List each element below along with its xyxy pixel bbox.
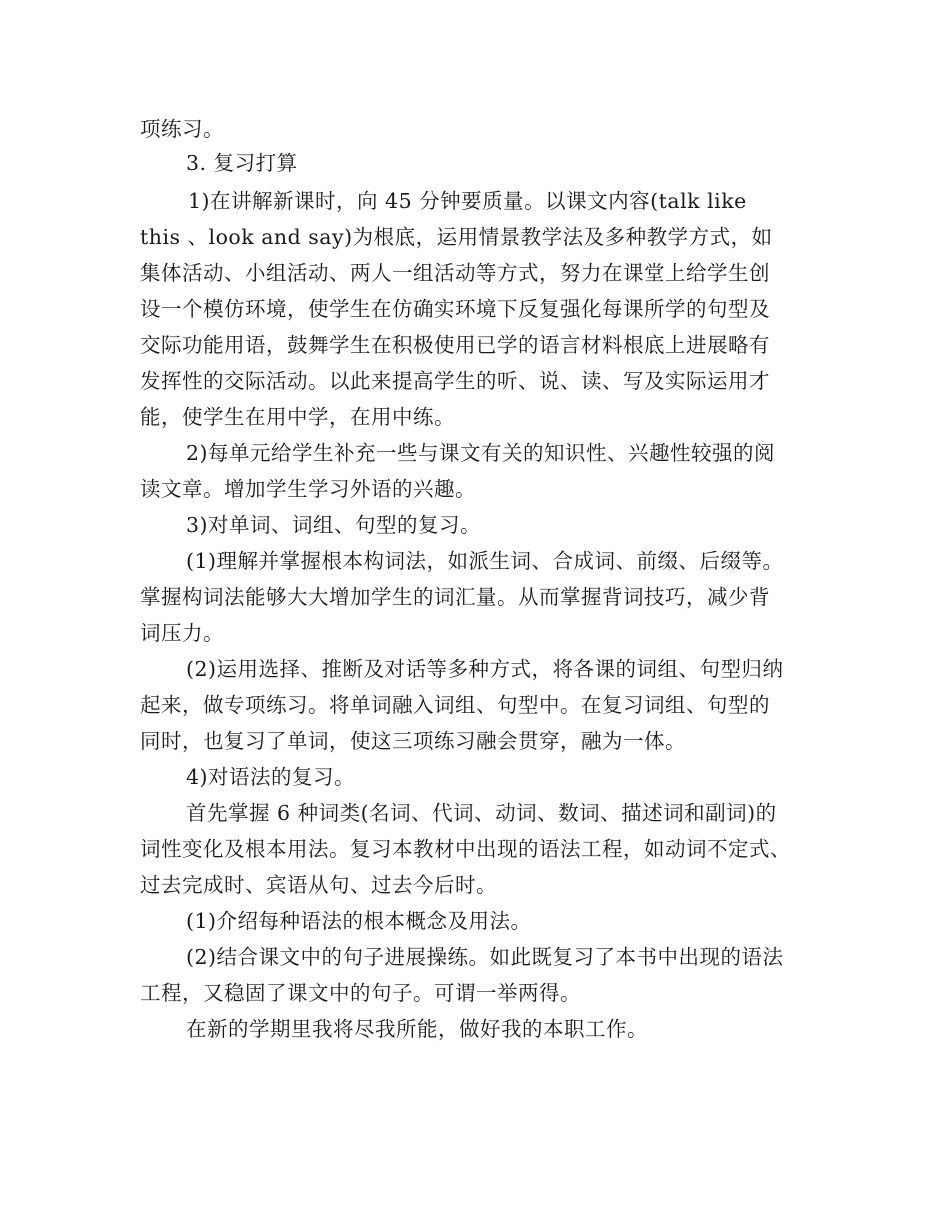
text-line: 过去完成时、宾语从句、过去今后时。 [140,873,497,897]
section-heading: 3. 复习打算 [186,151,298,175]
text-line: 词压力。 [140,621,224,645]
text-line: 首先掌握 6 种词类(名词、代词、动词、数词、描述词和副词)的 [186,801,777,825]
text-line: 掌握构词法能够大大增加学生的词汇量。从而掌握背词技巧，减少背 [140,585,770,609]
text-line: 读文章。增加学生学习外语的兴趣。 [140,477,476,501]
text-line: 3)对单词、词组、句型的复习。 [186,513,482,537]
text-line: 工程，又稳固了课文中的句子。可谓一举两得。 [140,981,581,1005]
text-line: 设一个模仿环境，使学生在仿确实环境下反复强化每课所学的句型及 [140,297,770,321]
text-line: 交际功能用语，鼓舞学生在积极使用已学的语言材料根底上进展略有 [140,333,770,357]
text-line: 1)在讲解新课时，向 45 分钟要质量。以课文内容(talk like [188,189,747,213]
text-line: (2)运用选择、推断及对话等多种方式，将各课的词组、句型归纳 [186,657,784,681]
text-line: this 、look and say)为根底，运用情景教学法及多种教学方式，如 [140,225,773,249]
text-line: 项练习。 [140,117,224,141]
text-line: 在新的学期里我将尽我所能，做好我的本职工作。 [186,1017,648,1041]
text-line: (1)理解并掌握根本构词法，如派生词、合成词、前缀、后缀等。 [186,549,784,573]
text-line: 起来，做专项练习。将单词融入词组、句型中。在复习词组、句型的 [140,693,770,717]
text-line: 词性变化及根本用法。复习本教材中出现的语法工程，如动词不定式、 [140,837,791,861]
text-line: 4)对语法的复习。 [186,765,356,789]
text-line: 同时，也复习了单词，使这三项练习融会贯穿，融为一体。 [140,729,686,753]
text-line: 发挥性的交际活动。以此来提高学生的听、说、读、写及实际运用才 [140,369,770,393]
text-line: (2)结合课文中的句子进展操练。如此既复习了本书中出现的语法 [186,945,784,969]
text-line: (1)介绍每种语法的根本概念及用法。 [186,909,532,933]
text-line: 2)每单元给学生补充一些与课文有关的知识性、兴趣性较强的阅 [186,441,776,465]
text-line: 能，使学生在用中学，在用中练。 [140,405,455,429]
text-line: 集体活动、小组活动、两人一组活动等方式，努力在课堂上给学生创 [140,261,770,285]
